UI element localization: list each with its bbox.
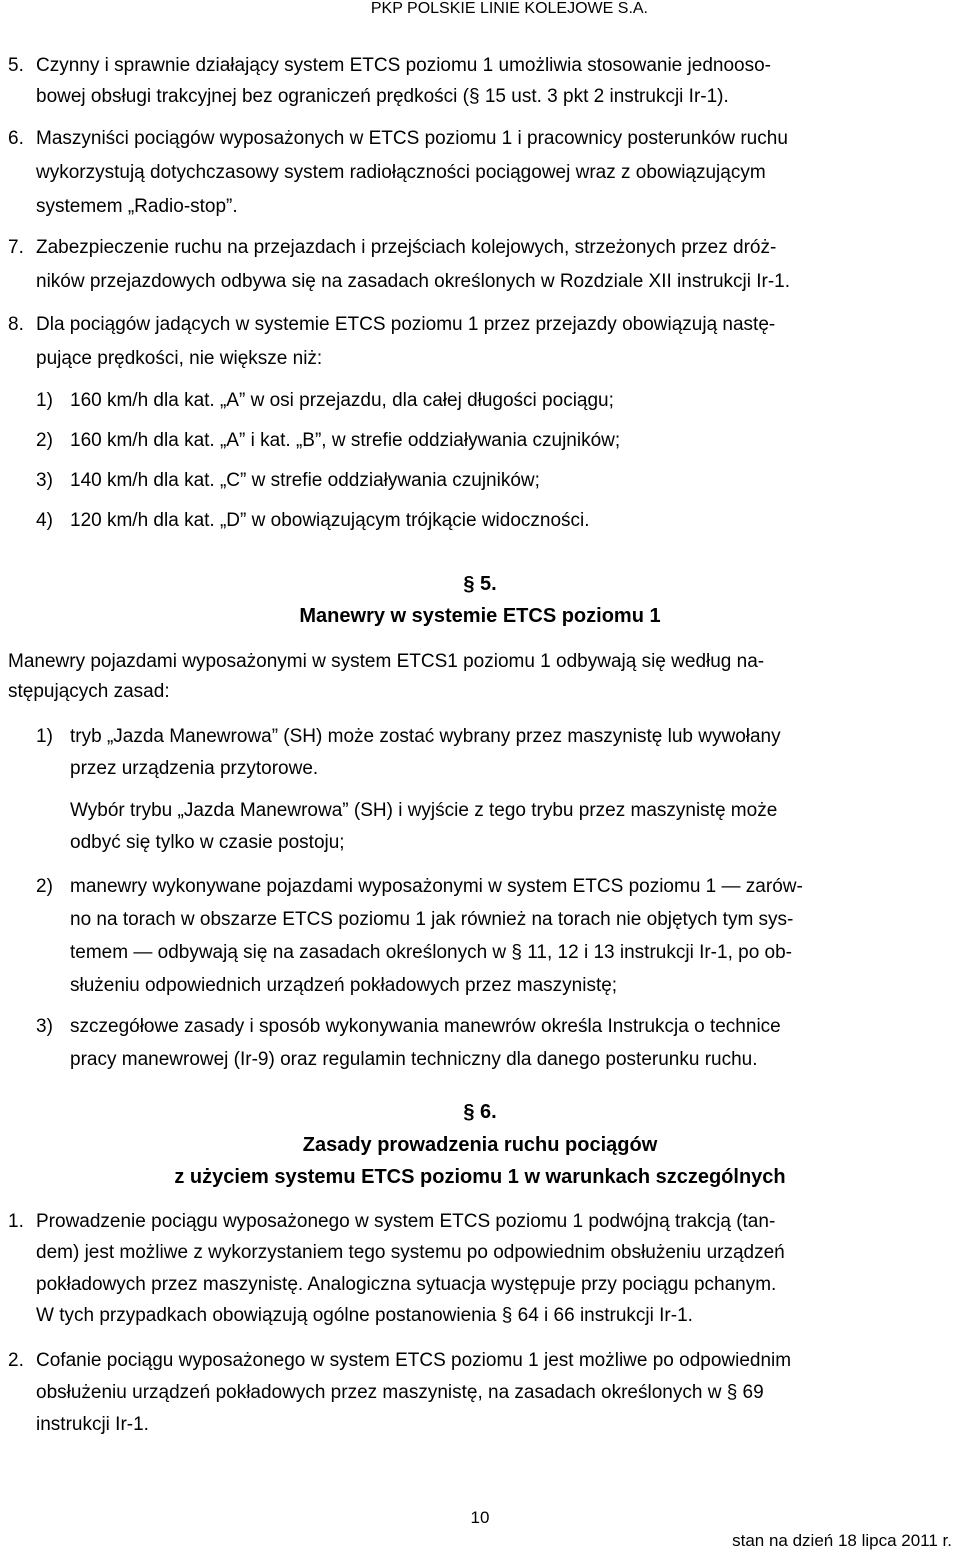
item-line: służeniu odpowiednich urządzeń pokładowych przez maszynistę; — [70, 975, 618, 996]
item-line: wykorzystują dotychczasowy system radiołączności pociągowej wraz z obowiązującym — [36, 162, 766, 183]
section-number: § 5. — [463, 573, 497, 595]
intro-line: stępujących zasad: — [8, 681, 170, 702]
item-line: Dla pociągów jadących w systemie ETCS poziomu 1 przez przejazdy obowiązują nastę- — [36, 314, 776, 335]
item-number: 2) — [36, 876, 53, 897]
list-item-number: 4) — [36, 510, 53, 531]
item-line: temem — odbywają się na zasadach określonych w § 11, 12 i 13 instrukcji Ir-1, po ob- — [70, 942, 792, 963]
list-item-number: 1) — [36, 390, 53, 411]
item-line: Wybór trybu „Jazda Manewrowa” (SH) i wyjście z tego trybu przez maszynistę może — [70, 800, 778, 821]
item-line: Cofanie pociągu wyposażonego w system ETCS poziomu 1 jest możliwe po odpowiednim — [36, 1350, 792, 1371]
section-title: Manewry w systemie ETCS poziomu 1 — [299, 605, 661, 627]
item-number: 1) — [36, 726, 53, 747]
item-line: Czynny i sprawnie działający system ETCS poziomu 1 umożliwia stosowanie jednooso- — [36, 55, 771, 76]
item-line: instrukcji Ir-1. — [36, 1414, 149, 1435]
item-line: Maszyniści pociągów wyposażonych w ETCS poziomu 1 i pracownicy posterunków ruchu — [36, 128, 788, 149]
item-line: tryb „Jazda Manewrowa” (SH) może zostać wybrany przez maszynistę lub wywołany — [70, 726, 781, 747]
footer-date: stan na dzień 18 lipca 2011 r. — [732, 1531, 952, 1550]
section-title: Zasady prowadzenia ruchu pociągów — [302, 1134, 658, 1156]
list-item-text: 160 km/h dla kat. „A” w osi przejazdu, dla całej długości pociągu; — [70, 390, 614, 411]
item-line: szczegółowe zasady i sposób wykonywania manewrów określa Instrukcja o technice — [70, 1016, 781, 1037]
item-line: Zabezpieczenie ruchu na przejazdach i przejściach kolejowych, strzeżonych przez dróż- — [36, 237, 777, 258]
item-line: pokładowych przez maszynistę. Analogiczna sytuacja występuje przy pociągu pchanym. — [36, 1274, 777, 1295]
item-line: Prowadzenie pociągu wyposażonego w system ETCS poziomu 1 podwójną trakcją (tan- — [36, 1211, 776, 1232]
item-line: pracy manewrowej (Ir-9) oraz regulamin techniczny dla danego posterunku ruchu. — [70, 1049, 758, 1070]
section-subtitle: z użyciem systemu ETCS poziomu 1 w warunkach szczególnych — [174, 1166, 786, 1188]
item-line: no na torach w obszarze ETCS poziomu 1 jak również na torach nie objętych tym sys- — [70, 909, 794, 930]
page-header: PKP POLSKIE LINIE KOLEJOWE S.A. — [370, 0, 648, 17]
item-number: 2. — [8, 1350, 24, 1371]
item-line: obsłużeniu urządzeń pokładowych przez maszynistę, na zasadach określonych w § 69 — [36, 1382, 764, 1403]
item-line: pujące prędkości, nie większe niż: — [36, 348, 323, 369]
item-number: 7. — [8, 237, 24, 258]
item-line: bowej obsługi trakcyjnej bez ograniczeń prędkości (§ 15 ust. 3 pkt 2 instrukcji Ir-1). — [36, 86, 729, 107]
list-item-text: 120 km/h dla kat. „D” w obowiązującym trójkącie widoczności. — [70, 510, 590, 531]
item-line: manewry wykonywane pojazdami wyposażonymi w system ETCS poziomu 1 — zarów- — [70, 876, 803, 897]
item-line: systemem „Radio-stop”. — [36, 196, 238, 217]
page-number: 10 — [470, 1508, 490, 1527]
item-line: przez urządzenia przytorowe. — [70, 758, 319, 779]
item-number: 8. — [8, 314, 24, 335]
list-item-text: 140 km/h dla kat. „C” w strefie oddziaływania czujników; — [70, 470, 540, 491]
item-number: 6. — [8, 128, 24, 149]
item-number: 5. — [8, 55, 24, 76]
item-line: dem) jest możliwe z wykorzystaniem tego systemu po odpowiednim obsłużeniu urządzeń — [36, 1242, 785, 1263]
item-line: odbyć się tylko w czasie postoju; — [70, 832, 345, 853]
list-item-number: 2) — [36, 430, 53, 451]
list-item-text: 160 km/h dla kat. „A” i kat. „B”, w strefie oddziaływania czujników; — [70, 430, 621, 451]
item-number: 1. — [8, 1211, 24, 1232]
list-item-number: 3) — [36, 470, 53, 491]
item-line: ników przejazdowych odbywa się na zasadach określonych w Rozdziale XII instrukcji Ir-1. — [36, 271, 791, 292]
item-number: 3) — [36, 1016, 53, 1037]
intro-line: Manewry pojazdami wyposażonymi w system ETCS1 poziomu 1 odbywają się według na- — [8, 651, 765, 672]
item-line: W tych przypadkach obowiązują ogólne postanowienia § 64 i 66 instrukcji Ir-1. — [36, 1305, 693, 1326]
section-number: § 6. — [463, 1101, 497, 1123]
